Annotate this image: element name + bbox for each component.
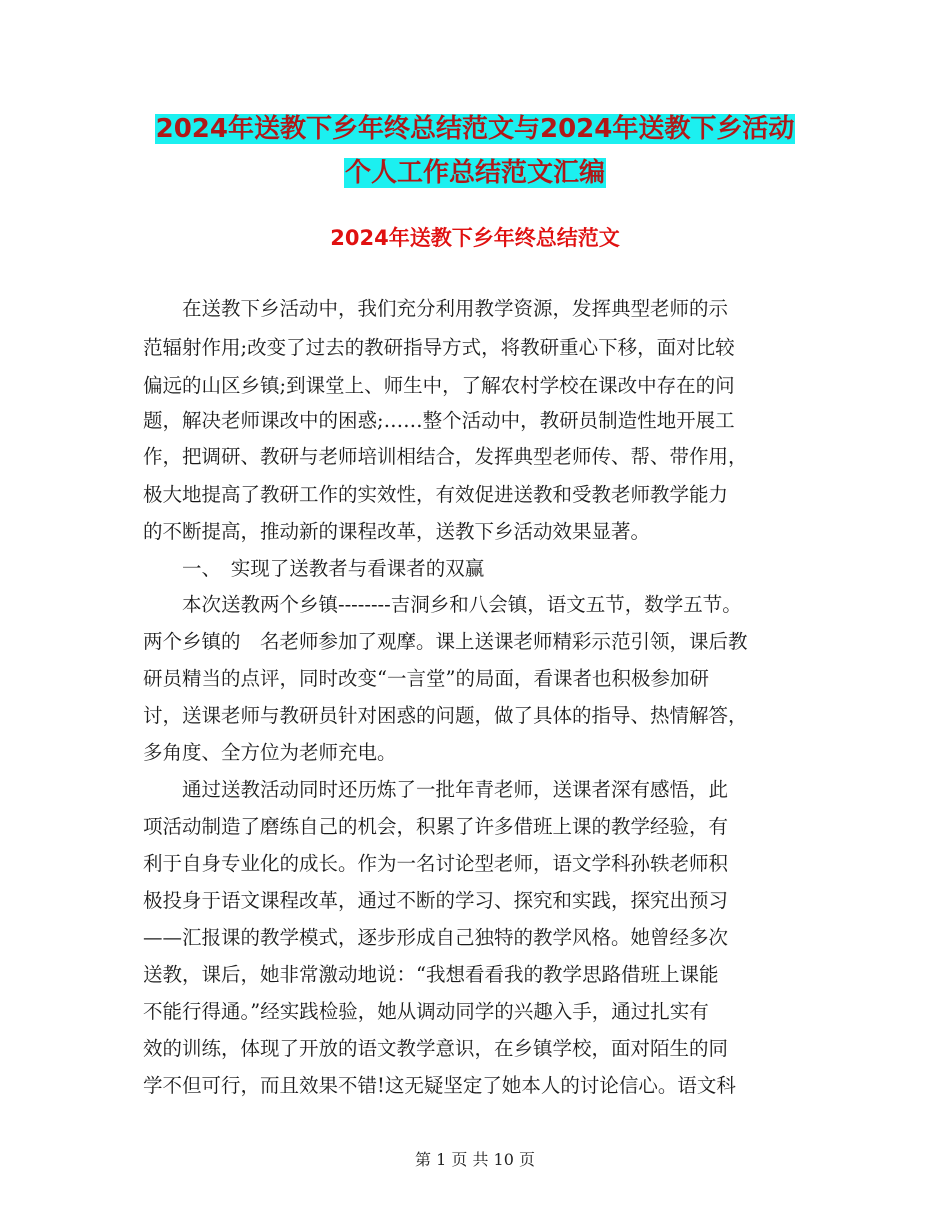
document-title-text-1: 2024年送教下乡年终总结范文与2024年送教下乡活动 bbox=[155, 114, 795, 144]
document-title-line-1 bbox=[0, 112, 950, 146]
body-line: 范辐射作用;改变了过去的教研指导方式，将教研重心下移，面对比较 bbox=[143, 336, 735, 359]
body-line: 本次送教两个乡镇--------吉洞乡和八会镇，语文五节，数学五节。 bbox=[143, 593, 742, 616]
body-line: 讨，送课老师与教研员针对困惑的问题，做了具体的指导、热情解答， bbox=[143, 704, 748, 727]
document-title-line-2 bbox=[0, 156, 950, 190]
document-title-text-2: 个人工作总结范文汇编 bbox=[344, 158, 605, 188]
body-line: 学不但可行，而且效果不错!这无疑坚定了她本人的讨论信心。语文科 bbox=[143, 1074, 736, 1097]
body-line: 一、 实现了送教者与看课者的双赢 bbox=[143, 557, 485, 580]
body-line: 两个乡镇的 名老师参加了观摩。课上送课老师精彩示范引领，课后教 bbox=[143, 630, 748, 653]
body-line: 极投身于语文课程改革，通过不断的学习、探究和实践，探究出预习 bbox=[143, 889, 729, 912]
body-line: ——汇报课的教学模式，逐步形成自己独特的教学风格。她曾经多次 bbox=[143, 926, 729, 949]
body-line: 效的训练，体现了开放的语文教学意识，在乡镇学校，面对陌生的同 bbox=[143, 1037, 729, 1060]
body-line: 的不断提高，推动新的课程改革，送教下乡活动效果显著。 bbox=[143, 520, 651, 543]
body-line: 项活动制造了磨练自己的机会，积累了许多借班上课的教学经验，有 bbox=[143, 815, 729, 838]
section-title: 2024年送教下乡年终总结范文 bbox=[330, 226, 620, 250]
body-line: 研员精当的点评，同时改变“一言堂”的局面，看课者也积极参加研 bbox=[143, 667, 709, 690]
body-line: 通过送教活动同时还历炼了一批年青老师，送课者深有感悟，此 bbox=[143, 778, 729, 801]
body-line: 题，解决老师课改中的困惑;……整个活动中，教研员制造性地开展工 bbox=[143, 409, 735, 432]
body-line: 利于自身专业化的成长。作为一名讨论型老师，语文学科孙轶老师积 bbox=[143, 852, 729, 875]
body-line: 不能行得通。”经实践检验，她从调动同学的兴趣入手，通过扎实有 bbox=[143, 1000, 709, 1023]
body-line: 偏远的山区乡镇;到课堂上、师生中，了解农村学校在课改中存在的问 bbox=[143, 374, 735, 397]
page-number: 第 1 页 共 10 页 bbox=[415, 1150, 535, 1169]
body-line: 在送教下乡活动中，我们充分利用教学资源，发挥典型老师的示 bbox=[143, 297, 729, 320]
body-line: 极大地提高了教研工作的实效性，有效促进送教和受教老师教学能力 bbox=[143, 483, 729, 506]
body-line: 多角度、全方位为老师充电。 bbox=[143, 741, 397, 764]
body-line: 作，把调研、教研与老师培训相结合，发挥典型老师传、帮、带作用， bbox=[143, 445, 748, 468]
body-line: 送教，课后，她非常激动地说：“我想看看我的教学思路借班上课能 bbox=[143, 963, 719, 986]
